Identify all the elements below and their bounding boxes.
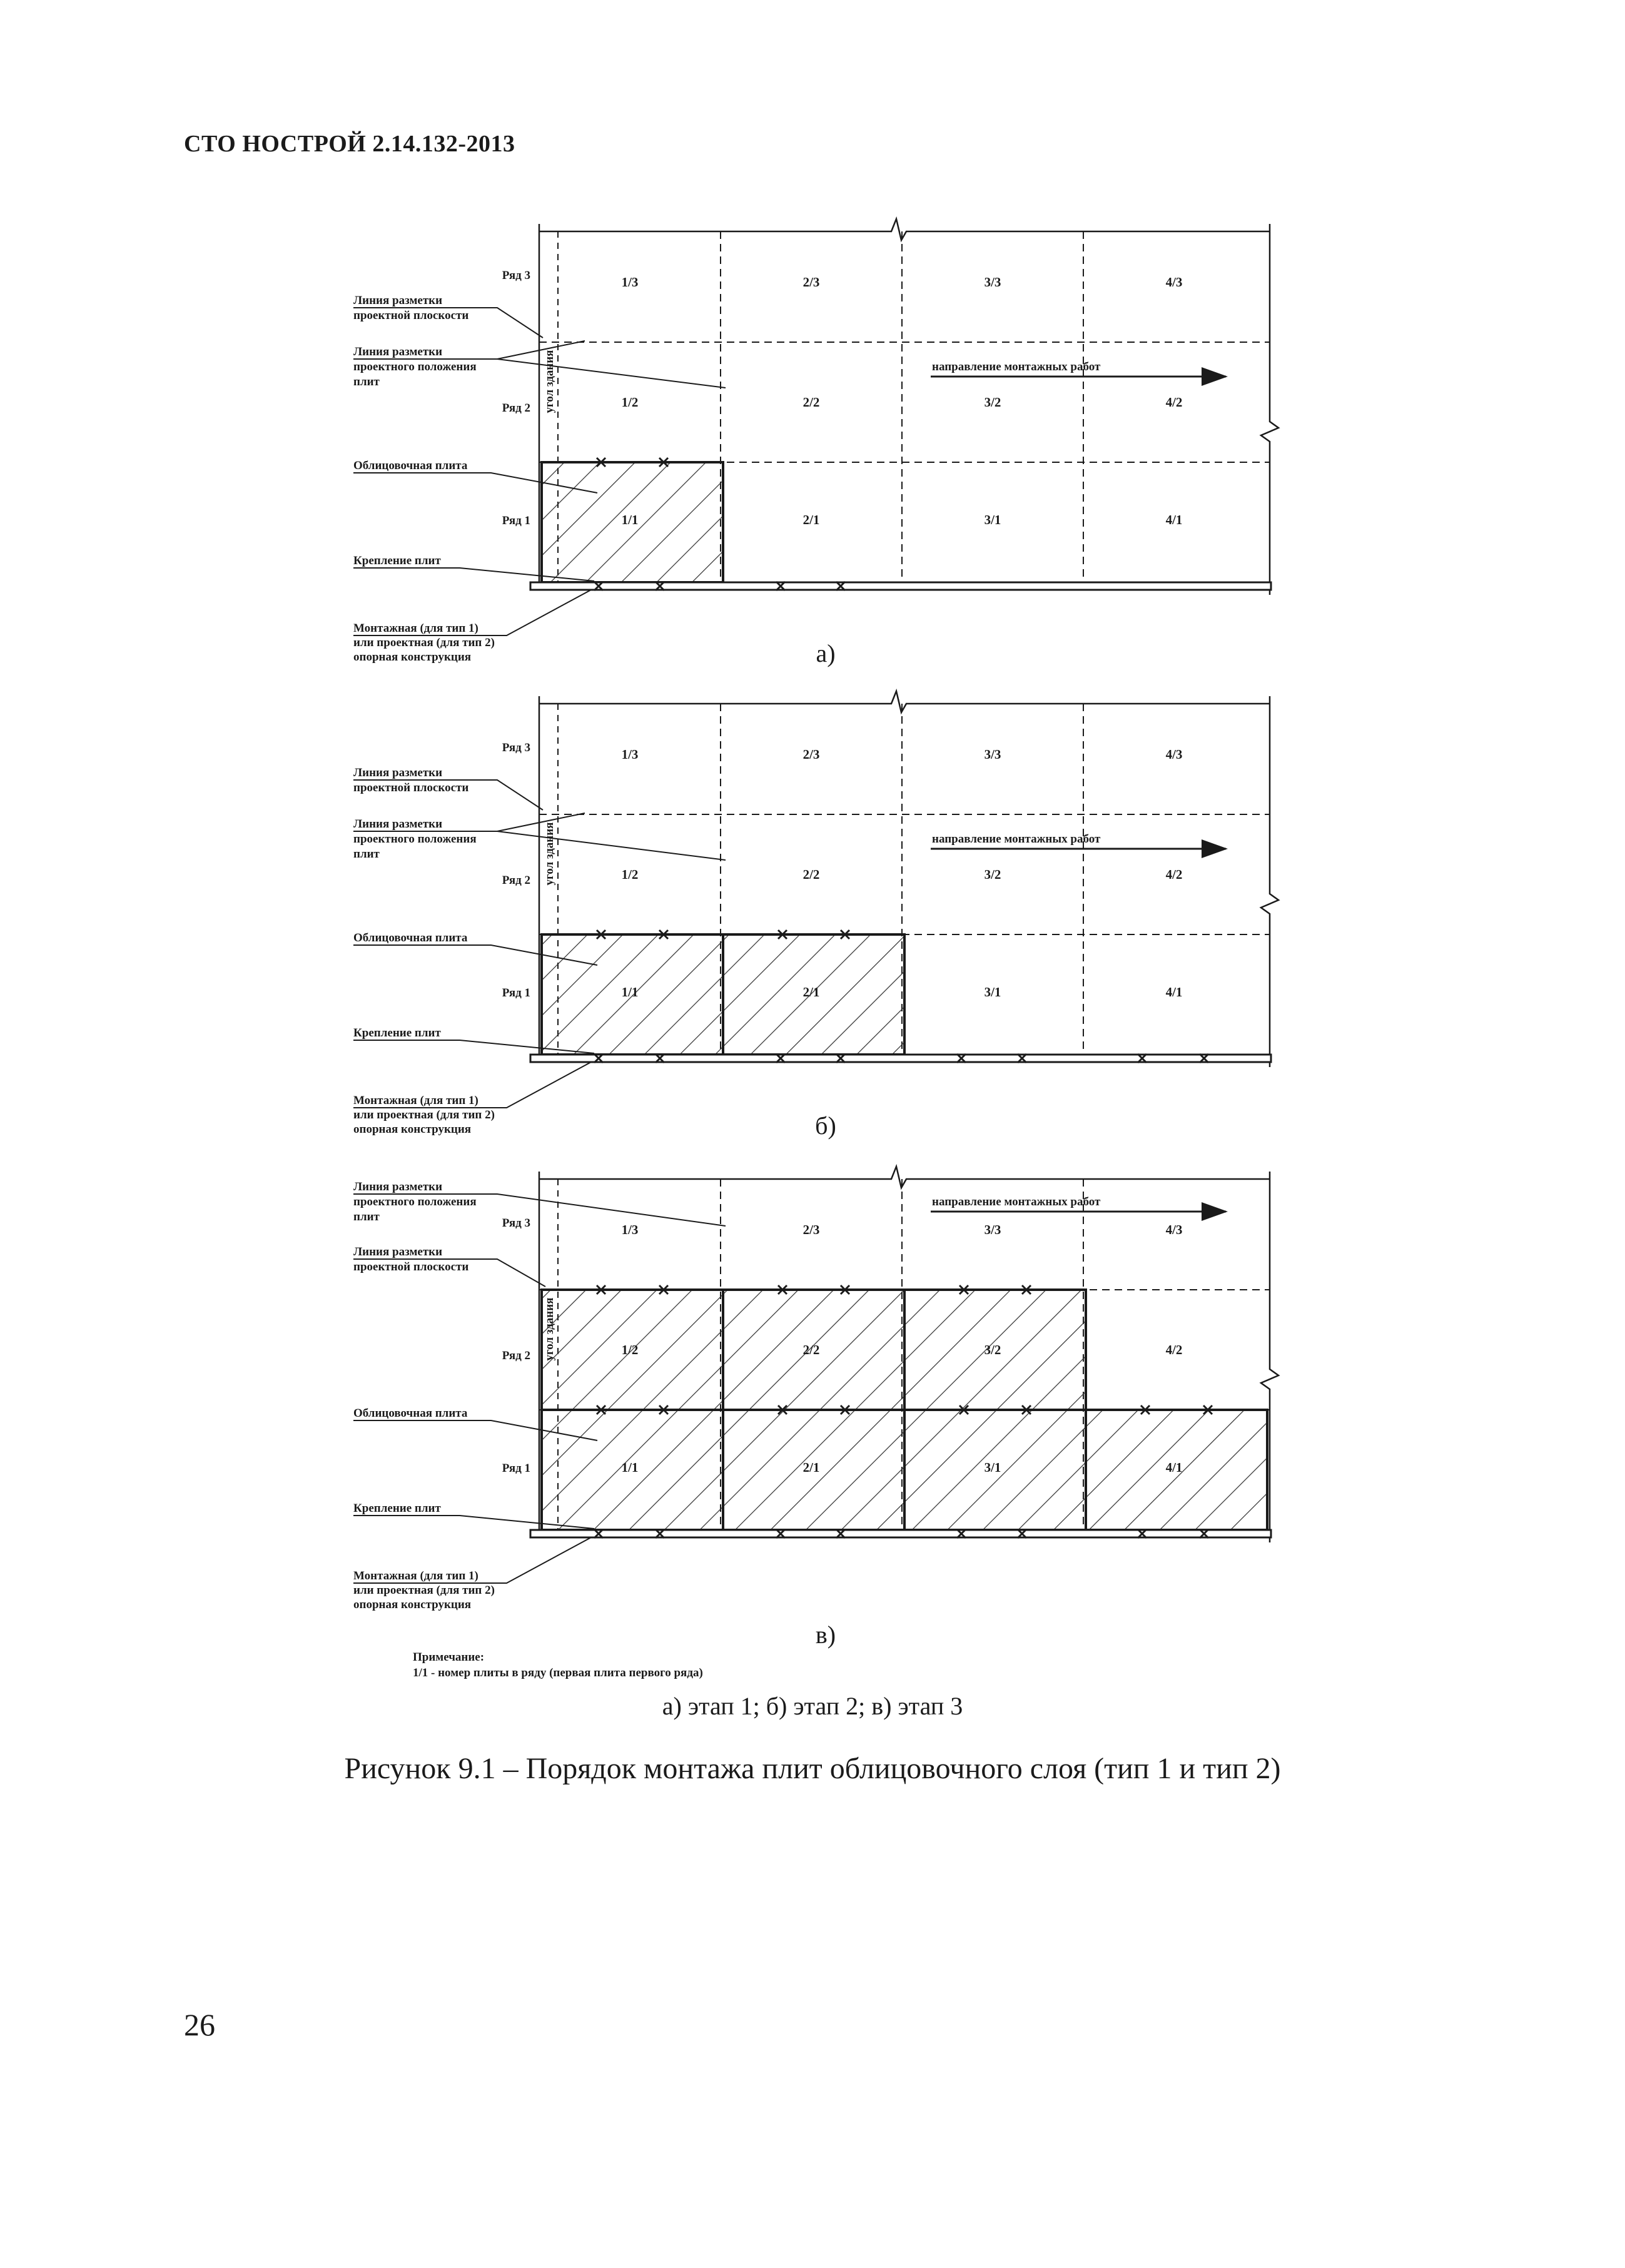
fastening-callout-text: Крепление плит: [353, 1502, 441, 1515]
building-corner-label: угол здания: [543, 350, 556, 413]
top-boundary-line: [539, 1167, 1270, 1188]
plate-number: 1/2: [621, 867, 639, 882]
row-label: Ряд 1: [502, 986, 530, 1000]
plate-number: 3/2: [984, 395, 1001, 410]
position-line-callout-text: Линия разметки: [353, 345, 443, 358]
plane-line-callout-text: проектной плоскости: [353, 781, 469, 794]
support-callout-text: или проектная (для тип 2): [353, 636, 495, 649]
right-boundary-line: [1261, 696, 1278, 1067]
plate-number: 2/2: [802, 395, 820, 410]
plate-number: 4/3: [1165, 275, 1183, 290]
figure-note: [413, 1651, 703, 1679]
plate-callout-text: Облицовочная плита: [353, 1407, 468, 1420]
position-line-callout-text: плит: [353, 1210, 380, 1223]
plate-number: 2/1: [802, 1460, 820, 1475]
support-callout-text: опорная конструкция: [353, 1598, 472, 1611]
page-number: 26: [184, 2007, 215, 2042]
plate-number: 2/3: [802, 275, 820, 290]
support-beam: [530, 1055, 1271, 1062]
top-boundary-line: [539, 219, 1270, 240]
plate-number: 3/2: [984, 1342, 1001, 1357]
support-callout-text: или проектная (для тип 2): [353, 1584, 495, 1597]
stages-caption: а) этап 1; б) этап 2; в) этап 3: [662, 1692, 963, 1720]
direction-label: направление монтажных работ: [932, 1195, 1101, 1208]
row-label: Ряд 3: [502, 1217, 530, 1230]
panel-c: [353, 1167, 1278, 1649]
plate-number: 4/1: [1165, 985, 1183, 1000]
top-boundary-line: [539, 691, 1270, 712]
plate-number: 4/1: [1165, 1460, 1183, 1475]
row-label: Ряд 1: [502, 1462, 530, 1475]
direction-label: направление монтажных работ: [932, 833, 1101, 846]
plate-number: 4/2: [1165, 1342, 1183, 1357]
position-line-callout-text: Линия разметки: [353, 1180, 443, 1193]
row-label: Ряд 2: [502, 402, 530, 415]
plate-number: 3/3: [984, 275, 1001, 290]
support-callout-text: Монтажная (для тип 1): [353, 1094, 478, 1107]
plate-number: 1/1: [621, 1460, 639, 1475]
plate-number: 4/2: [1165, 867, 1183, 882]
plate-number: 4/1: [1165, 512, 1183, 527]
row-label: Ряд 1: [502, 514, 530, 527]
plate-number: 3/3: [984, 1222, 1001, 1237]
support-callout-text: или проектная (для тип 2): [353, 1108, 495, 1121]
row-label: Ряд 2: [502, 1349, 530, 1362]
row-label: Ряд 3: [502, 269, 530, 282]
building-corner-label: угол здания: [543, 1297, 556, 1361]
plate-number: 1/2: [621, 395, 639, 410]
plane-line-callout-text: Линия разметки: [353, 766, 443, 779]
support-callout-text: Монтажная (для тип 1): [353, 1569, 478, 1582]
figure-title: Рисунок 9.1 – Порядок монтажа плит облицовочного слоя (тип 1 и тип 2): [344, 1752, 1281, 1785]
note-text: 1/1 - номер плиты в ряду (первая плита первого ряда): [413, 1666, 703, 1679]
plate-number: 1/3: [621, 747, 639, 762]
fastening-callout-text: Крепление плит: [353, 554, 441, 567]
support-callout-text: опорная конструкция: [353, 1123, 472, 1136]
plate-number: 4/3: [1165, 1222, 1183, 1237]
panel-sub-label: а): [816, 639, 836, 667]
plate-number: 2/3: [802, 747, 820, 762]
direction-label: направление монтажных работ: [932, 360, 1101, 373]
support-beam: [530, 582, 1271, 590]
plane-line-callout-text: Линия разметки: [353, 294, 443, 307]
plate-number: 1/3: [621, 1222, 639, 1237]
plate-number: 3/3: [984, 747, 1001, 762]
position-line-callout-text: проектного положения: [353, 833, 477, 846]
position-line-callout-text: плит: [353, 848, 380, 861]
panel-sub-label: б): [815, 1111, 836, 1140]
plate-number: 3/1: [984, 1460, 1001, 1475]
plate-number: 1/2: [621, 1342, 639, 1357]
plane-line-callout-text: проектной плоскости: [353, 1260, 469, 1273]
plate-number: 3/1: [984, 985, 1001, 1000]
plate-number: 2/2: [802, 867, 820, 882]
plate-number: 1/1: [621, 512, 639, 527]
plate-number: 2/1: [802, 512, 820, 527]
plate-callout-text: Облицовочная плита: [353, 459, 468, 472]
panel-sub-label: в): [815, 1621, 836, 1649]
plate-number: 1/1: [621, 985, 639, 1000]
position-line-callout-text: проектного положения: [353, 1195, 477, 1208]
plate-number: 4/3: [1165, 747, 1183, 762]
position-line-leader-2: [497, 813, 585, 831]
position-line-callout-text: проектного положения: [353, 360, 477, 373]
position-line-callout-text: Линия разметки: [353, 818, 443, 831]
plate-number: 2/3: [802, 1222, 820, 1237]
panel-a: [353, 219, 1278, 667]
plane-line-callout-text: Линия разметки: [353, 1245, 443, 1258]
support-callout-text: опорная конструкция: [353, 651, 472, 664]
plate-callout-text: Облицовочная плита: [353, 931, 468, 944]
plate-number: 4/2: [1165, 395, 1183, 410]
plate-number: 3/2: [984, 867, 1001, 882]
row-label: Ряд 2: [502, 874, 530, 887]
fastening-callout-text: Крепление плит: [353, 1026, 441, 1040]
panel-b: [353, 691, 1278, 1140]
position-line-leader-2: [497, 341, 585, 359]
row-label: Ряд 3: [502, 741, 530, 754]
note-title: Примечание:: [413, 1651, 485, 1664]
support-callout-text: Монтажная (для тип 1): [353, 622, 478, 635]
document-header: СТО НОСТРОЙ 2.14.132-2013: [184, 131, 515, 157]
building-corner-label: угол здания: [543, 822, 556, 886]
plate-number: 1/3: [621, 275, 639, 290]
plane-line-callout-text: проектной плоскости: [353, 309, 469, 322]
right-boundary-line: [1261, 224, 1278, 595]
position-line-callout-text: плит: [353, 375, 380, 388]
plate-number: 2/2: [802, 1342, 820, 1357]
plate-number: 2/1: [802, 985, 820, 1000]
support-beam: [530, 1530, 1271, 1537]
plate-number: 3/1: [984, 512, 1001, 527]
